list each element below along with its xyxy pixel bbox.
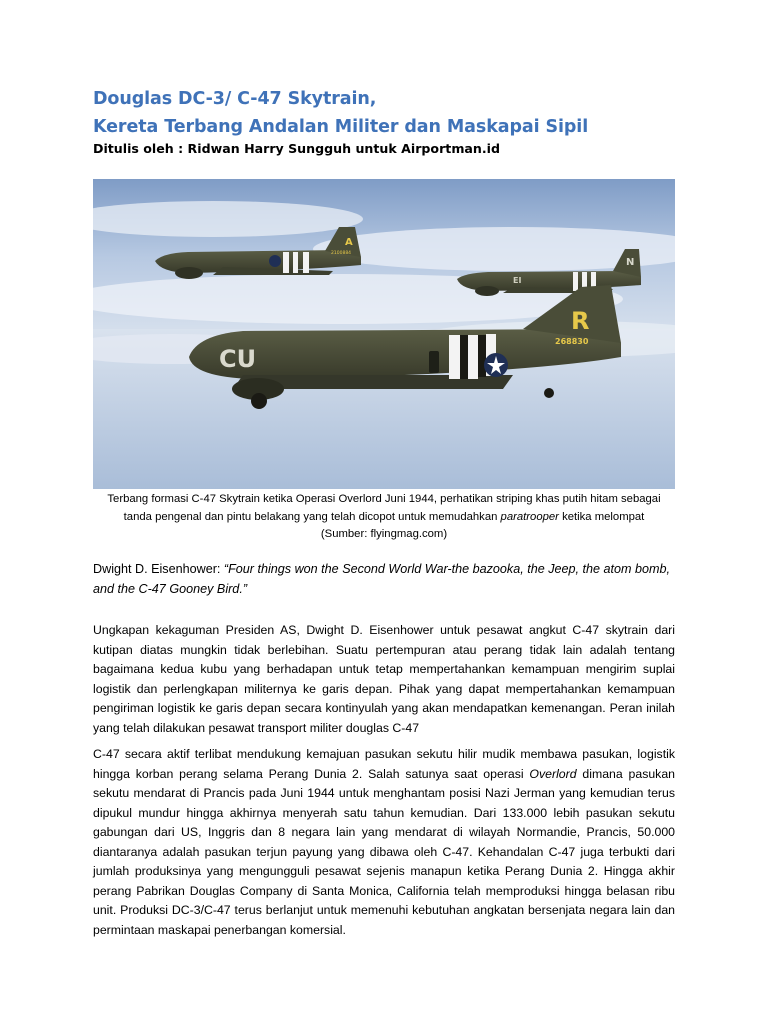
svg-text:N: N — [626, 257, 635, 268]
paragraph-1: Ungkapan kekaguman Presiden AS, Dwight D. Eisenhower untuk pesawat angkut C-47 skytrain dari kutipan diatas mungkin tidak berlebihan. Suatu pertempuran atau perang tidak lain adalah tentang bagaimana kedua kubu yang berhadapan untuk tetap mempertahankan kemampuan mengirim suplai logistik dan perlengkapan militernya ke garis depan. Pihak yang dapat mempertahankan kemampuan pengiriman logistik ke garis depan secara kontinyulah yang akan mendapatkan kemenangan. Peran inilah yang telah dilakukan pesawat transport militer douglas C-47 — [93, 623, 675, 735]
svg-text:2100884: 2100884 — [331, 251, 352, 256]
eisenhower-quote — [93, 560, 683, 599]
caption-line2-end: ketika melompat — [558, 510, 645, 523]
paragraph-2-italic: Overlord — [529, 766, 577, 781]
paragraph-2-part-a: C-47 secara aktif terlibat mendukung kemajuan pasukan sekutu hilir mudik membawa pasukan, logistik hingga korban perang selama Perang Dunia 2. Salah satunya saat operasi — [93, 747, 675, 781]
svg-text:A: A — [345, 237, 353, 248]
article-byline: Ditulis oleh : Ridwan Harry Sungguh untuk Airportman.id — [93, 141, 501, 156]
article-title-line2: Kereta Terbang Andalan Militer dan Maskapai Sipil — [93, 117, 589, 137]
paragraph-2 — [93, 745, 675, 940]
article-title-line1: Douglas DC-3/ C-47 Skytrain, — [93, 89, 377, 109]
quote-speaker: Dwight D. Eisenhower: — [93, 562, 221, 576]
caption-line1: Terbang formasi C-47 Skytrain ketika Operasi Overlord Juni 1944, perhatikan striping khas putih hitam sebagai — [107, 493, 661, 505]
caption-italic-term: paratrooper — [500, 510, 559, 523]
svg-text:EI: EI — [513, 276, 522, 285]
svg-text:268830: 268830 — [555, 337, 589, 346]
caption-line2-start: tanda pengenal dan pintu belakang yang telah dicopot untuk memudahkan — [123, 510, 501, 523]
quote-text: “Four things won the Second World War-the bazooka, the Jeep, the atom bomb, and the C-47 Gooney Bird.” — [93, 562, 671, 596]
aircraft-formation-photo — [93, 179, 675, 489]
caption-source: (Sumber: flyingmag.com) — [320, 528, 448, 540]
svg-text:R: R — [571, 307, 590, 335]
photo-caption — [80, 491, 688, 544]
svg-text:CU: CU — [219, 345, 257, 373]
paragraph-2-part-b: dimana pasukan sekutu mendarat di Prancis pada Juni 1944 untuk menghantam posisi Nazi Jerman yang kemudian terus dipukul mundur hingga akhirnya menyerah satu tahun kemudian. Dari 133.000 lebih pasukan sekutu gabungan dari US, Inggris dan 8 negara lain yang mendarat di wilayah Normandie, Prancis, 50.000 diantaranya adalah pasukan terjun payung yang dibawa oleh C-47. Kehandalan C-47 juga terbukti dari jumlah produksinya yang mengungguli pesawat sejenis manapun ketika Perang Dunia 2. Hingga akhir perang Pabrikan Douglas Company di Santa Monica, California telah memproduksi hingga belasan ribu unit. Produksi DC-3/C-47 terus berlanjut untuk memenuhi kebutuhan angkatan bersenjata negara lain dan permintaan maskapai penerbangan komersial. — [93, 766, 676, 937]
